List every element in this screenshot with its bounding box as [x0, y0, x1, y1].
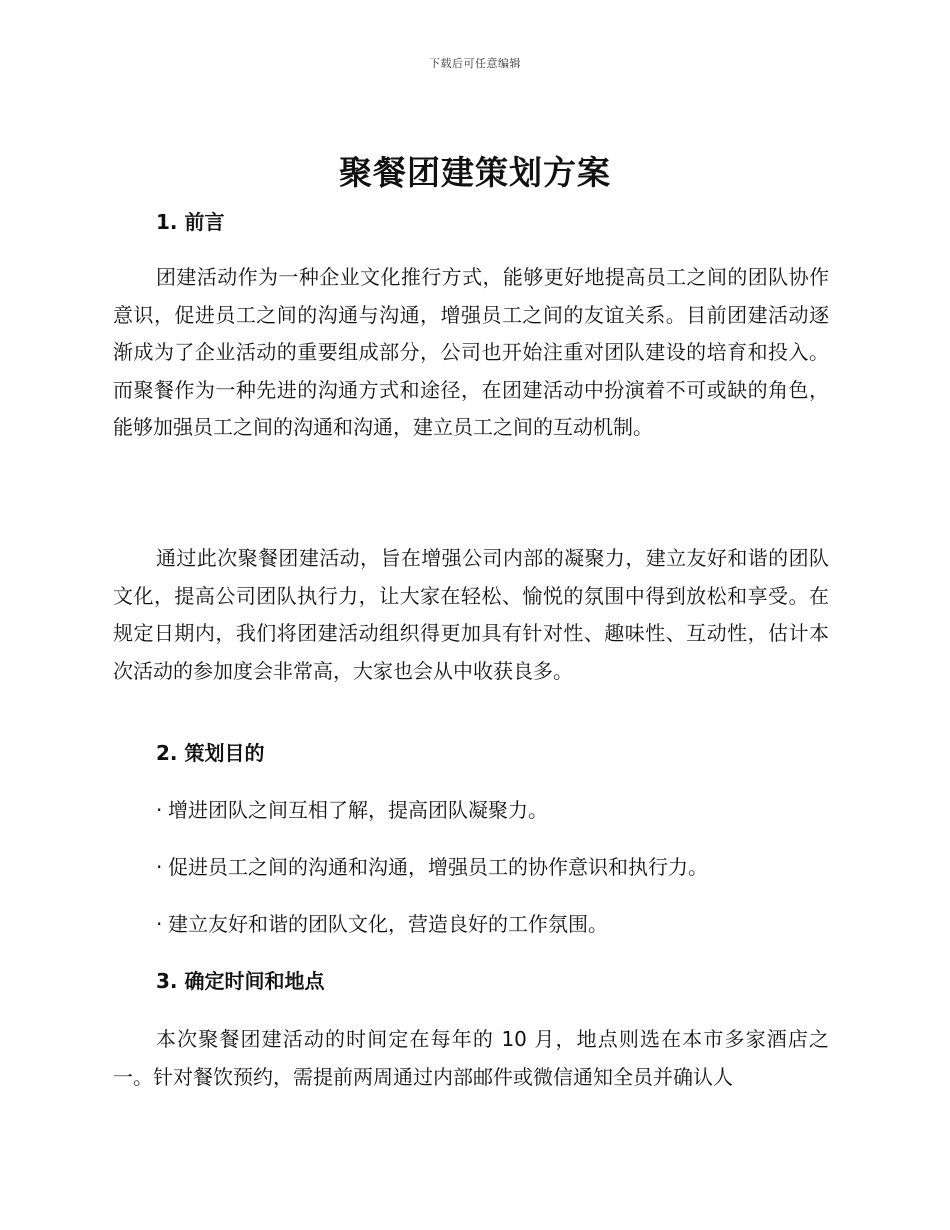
goal-item-text: 增进团队之间互相了解，提高团队凝聚力。: [168, 798, 548, 822]
goal-item-1: [156, 796, 548, 824]
bullet-marker: ·: [156, 912, 163, 936]
goal-item-3: [156, 910, 608, 938]
section-heading-preface: 1. 前言: [156, 210, 225, 234]
document-title: 聚餐团建策划方案: [339, 153, 611, 192]
goal-item-text: 促进员工之间的沟通和沟通，增强员工的协作意识和执行力。: [168, 855, 708, 879]
preface-paragraph-2: 通过此次聚餐团建活动，旨在增强公司内部的凝聚力，建立友好和谐的团队文化，提高公司团队执行力，让大家在轻松、愉悦的氛围中得到放松和享受。在规定日期内，我们将团建活动组织得更加具有针对性、趣味性、互动性，估计本次活动的参加度会非常高，大家也会从中收获良多。: [113, 546, 829, 683]
goal-item-text: 建立友好和谐的团队文化，营造良好的工作氛围。: [168, 912, 608, 936]
time-place-paragraph-1: 本次聚餐团建活动的时间定在每年的 10 月，地点则选在本市多家酒店之一。针对餐饮预约，需提前两周通过内部邮件或微信通知全员并确认人: [113, 1027, 829, 1089]
goal-item-2: [156, 853, 708, 881]
page-header-note: 下载后可任意编辑: [429, 57, 521, 70]
preface-paragraph-1: 团建活动作为一种企业文化推行方式，能够更好地提高员工之间的团队协作意识，促进员工之间的沟通与沟通，增强员工之间的友谊关系。目前团建活动逐渐成为了企业活动的重要组成部分，公司也开始注重对团队建设的培育和投入。而聚餐作为一种先进的沟通方式和途径，在团建活动中扮演着不可或缺的角色，能够加强员工之间的沟通和沟通，建立员工之间的互动机制。: [113, 265, 829, 439]
section-heading-goals: 2. 策划目的: [156, 741, 265, 765]
section-heading-time-place: 3. 确定时间和地点: [156, 969, 325, 993]
bullet-marker: ·: [156, 855, 163, 879]
bullet-marker: ·: [156, 798, 163, 822]
